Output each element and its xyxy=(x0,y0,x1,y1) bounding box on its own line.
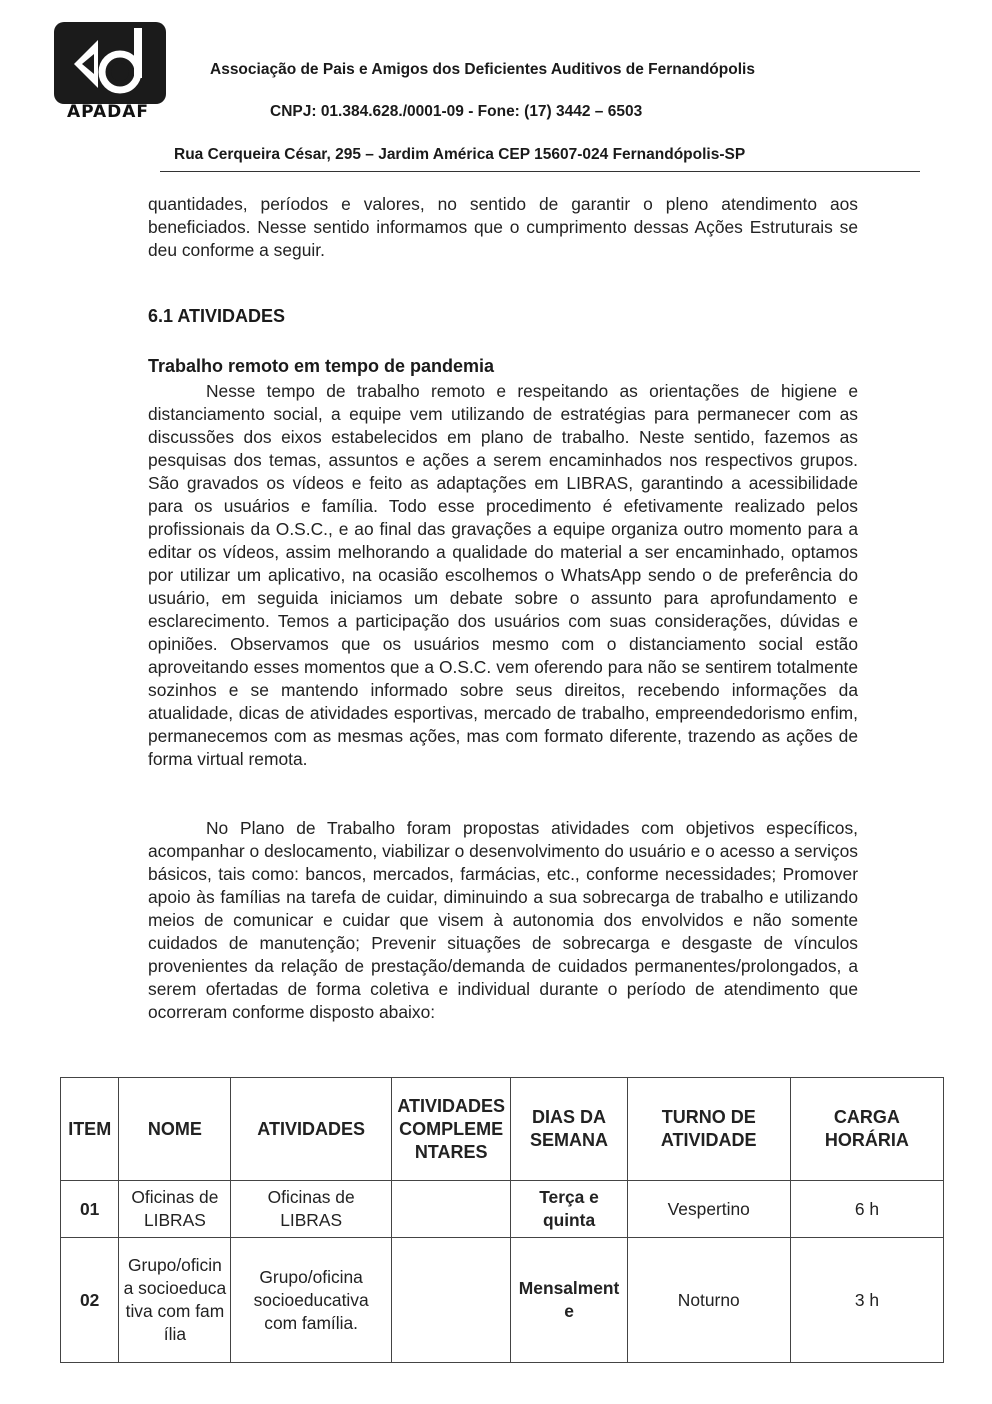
cell-complementares xyxy=(391,1238,511,1363)
cell-complementares xyxy=(391,1181,511,1238)
logo-wordmark: APADAF xyxy=(66,102,150,122)
subsection-title: Trabalho remoto em tempo de pandemia xyxy=(148,356,495,376)
work-plan-paragraph: No Plano de Trabalho foram propostas atividades com objetivos específicos, acompanhar o deslocamento, viabilizar o desenvolvimento do usuário e o acesso a serviços básicos, tais como: bancos, mercados, farmácias, etc., conforme necessidades; Promover apoio às famílias na tarefa de cuidar, diminuindo a sua sobrecarga de trabalho e utilizando meios de comunicar e cuidar que visem à autonomia dos envolvidos e não somente cuidados de manutenção; Prevenir situações de sobrecarga e desgaste de vínculos provenientes da relação de prestação/demanda de cuidados permanentes/prolongados, a serem ofertadas de forma coletiva e individual durante o período de atendimento que ocorreram conforme disposto abaixo: xyxy=(148,818,858,1022)
cell-turno: Vespertino xyxy=(627,1181,790,1238)
cell-turno: Noturno xyxy=(627,1238,790,1363)
cell-atividades: Grupo/oficina socioeducativa com família. xyxy=(231,1238,391,1363)
header-complementares-label: ATIVIDADES COMPLEMENTARES xyxy=(397,1095,505,1162)
cell-dias: Terça e quinta xyxy=(511,1181,627,1238)
activities-table xyxy=(60,1077,944,1363)
cell-item: 02 xyxy=(61,1238,119,1363)
table-row xyxy=(61,1238,944,1363)
header-divider xyxy=(160,171,920,172)
apadaf-logo xyxy=(48,22,166,120)
address-line: Rua Cerqueira César, 295 – Jardim América CEP 15607-024 Fernandópolis-SP xyxy=(174,146,746,163)
header-carga: CARGA HORÁRIA xyxy=(790,1078,943,1181)
cell-nome: Oficinas de LIBRAS xyxy=(119,1181,231,1238)
cell-nome: Grupo/oficina socioeducativa com família xyxy=(119,1238,231,1363)
cnpj-phone: CNPJ: 01.384.628./0001-09 - Fone: (17) 3442 – 6503 xyxy=(270,103,643,120)
cell-atividades: Oficinas de LIBRAS xyxy=(231,1181,391,1238)
header-item: ITEM xyxy=(61,1078,119,1181)
header-complementares xyxy=(391,1078,511,1181)
remote-work-paragraph: Nesse tempo de trabalho remoto e respeitando as orientações de higiene e distanciamento social, a equipe vem utilizando de estratégias para permanecer com as discussões dos eixos estabelecidos em plano de trabalho. Neste sentido, fazemos as pesquisas dos temas, assuntos e ações a serem encaminhados nos respectivos grupos. São gravados os vídeos e feito as adaptações em LIBRAS, garantindo a acessibilidade para os usuários e família. Todo esse procedimento é efetivamente realizado pelos profissionais da O.S.C., e ao final das gravações a equipe organiza outro momento para a editar os vídeos, assim melhorando a qualidade do material a ser encaminhado, optamos por utilizar um aplicativo, na ocasião escolhemos o WhatsApp sendo o de preferência do usuário, em seguida iniciamos um debate sobre o assunto para aprofundamento e esclarecimento. Temos a participação dos usuários com suas considerações, dúvidas e opiniões. Observamos que os usuários mesmo com o distanciamento social estão aproveitando esses momentos que a O.S.C. vem oferendo para não se sentirem totalmente sozinhos e se mantendo informado sobre seus direitos, recebendo informações da atualidade, dicas de atividades esportivas, mercado de trabalho, empreendedorismo enfim, permanecemos com as mesmas ações, mas com formato diferente, trazendo as ações de forma virtual remota. xyxy=(148,381,858,769)
cell-item: 01 xyxy=(61,1181,119,1238)
ear-hand-logo-icon xyxy=(54,22,166,104)
cell-carga: 6 h xyxy=(790,1181,943,1238)
section-title: 6.1 ATIVIDADES xyxy=(148,306,286,326)
header-dias: DIAS DA SEMANA xyxy=(511,1078,627,1181)
intro-paragraph: quantidades, períodos e valores, no sentido de garantir o pleno atendimento aos beneficiados. Nesse sentido informamos que o cumprimento dessas Ações Estruturais se deu conforme a seguir. xyxy=(148,194,858,260)
table-header-row xyxy=(61,1078,944,1181)
cell-dias: Mensalmente xyxy=(511,1238,627,1363)
cell-carga: 3 h xyxy=(790,1238,943,1363)
organization-name: Associação de Pais e Amigos dos Deficientes Auditivos de Fernandópolis xyxy=(210,61,755,78)
header-nome: NOME xyxy=(119,1078,231,1181)
header-turno: TURNO DE ATIVIDADE xyxy=(627,1078,790,1181)
table-row xyxy=(61,1181,944,1238)
header-atividades: ATIVIDADES xyxy=(231,1078,391,1181)
